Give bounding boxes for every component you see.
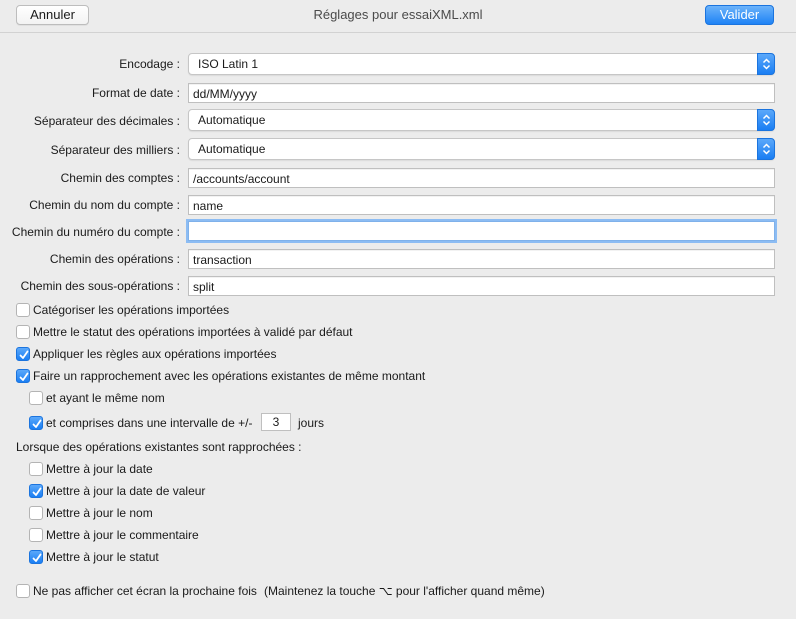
checkmark-icon [18, 349, 30, 361]
update-comment-label: Mettre à jour le commentaire [46, 528, 199, 542]
update-name-checkbox[interactable] [29, 506, 43, 520]
accounts-path-value: /accounts/account [193, 172, 290, 186]
transactions-path-label: Chemin des opérations : [49, 252, 180, 266]
thousands-separator-popup[interactable] [188, 138, 775, 160]
title-bar [0, 0, 796, 33]
interval-days-field[interactable]: 3 [261, 413, 291, 431]
interval-label: et comprises dans une intervalle de +/- [46, 416, 253, 430]
update-value-date-label: Mettre à jour la date de valeur [46, 484, 206, 498]
set-validated-label: Mettre le statut des opérations importées à validé par défaut [33, 325, 353, 339]
update-date-checkbox[interactable] [29, 462, 43, 476]
option-key-hint: (Maintenez la touche ⌥ pour l'afficher quand même) [264, 584, 545, 598]
checkmark-icon [18, 371, 30, 383]
checkmark-icon [31, 486, 43, 498]
apply-rules-label: Appliquer les règles aux opérations importées [33, 347, 277, 361]
decimal-separator-popup[interactable] [188, 109, 775, 131]
chevron-updown-icon [757, 138, 775, 160]
same-name-checkbox[interactable] [29, 391, 43, 405]
window-title: Réglages pour essaiXML.xml [313, 7, 483, 22]
update-status-label: Mettre à jour le statut [46, 550, 159, 564]
update-value-date-checkbox[interactable] [29, 484, 43, 498]
account-number-path-field[interactable] [188, 221, 775, 241]
thousands-separator-value: Automatique [198, 142, 266, 156]
decimal-separator-value: Automatique [198, 113, 266, 127]
categorize-checkbox[interactable] [16, 303, 30, 317]
encoding-value: ISO Latin 1 [198, 57, 259, 71]
reconcile-checkbox[interactable] [16, 369, 30, 383]
split-path-field[interactable] [188, 276, 775, 296]
account-number-path-label: Chemin du numéro du compte : [11, 225, 180, 239]
split-path-value: split [193, 280, 215, 294]
dont-show-again-label: Ne pas afficher cet écran la prochaine fois [33, 584, 257, 598]
set-validated-checkbox[interactable] [16, 325, 30, 339]
checkmark-icon [31, 418, 43, 430]
date-format-field[interactable] [188, 83, 775, 103]
checkmark-icon [31, 552, 43, 564]
interval-unit-label: jours [298, 416, 325, 430]
chevron-updown-icon [757, 109, 775, 131]
date-format-value: dd/MM/yyyy [193, 87, 258, 101]
update-comment-checkbox[interactable] [29, 528, 43, 542]
apply-rules-checkbox[interactable] [16, 347, 30, 361]
update-date-label: Mettre à jour la date [46, 462, 153, 476]
encoding-popup[interactable] [188, 53, 775, 75]
cancel-button[interactable]: Annuler [16, 5, 89, 25]
thousands-separator-label: Séparateur des milliers : [50, 143, 180, 157]
dont-show-again-checkbox[interactable] [16, 584, 30, 598]
interval-checkbox[interactable] [29, 416, 43, 430]
categorize-label: Catégoriser les opérations importées [33, 303, 230, 317]
account-name-path-value: name [193, 199, 224, 213]
validate-button[interactable]: Valider [705, 5, 774, 25]
reconciled-heading: Lorsque des opérations existantes sont rapprochées : [16, 440, 302, 454]
chevron-updown-icon [757, 53, 775, 75]
date-format-label: Format de date : [91, 86, 180, 100]
accounts-path-label: Chemin des comptes : [60, 171, 180, 185]
split-path-label: Chemin des sous-opérations : [20, 279, 180, 293]
account-name-path-label: Chemin du nom du compte : [29, 198, 180, 212]
update-status-checkbox[interactable] [29, 550, 43, 564]
decimal-separator-label: Séparateur des décimales : [33, 114, 180, 128]
account-name-path-field[interactable] [188, 195, 775, 215]
transactions-path-value: transaction [193, 253, 252, 267]
encoding-label: Encodage : [119, 57, 180, 71]
update-name-label: Mettre à jour le nom [46, 506, 153, 520]
reconcile-label: Faire un rapprochement avec les opérations existantes de même montant [33, 369, 426, 383]
same-name-label: et ayant le même nom [46, 391, 165, 405]
accounts-path-field[interactable] [188, 168, 775, 188]
transactions-path-field[interactable] [188, 249, 775, 269]
